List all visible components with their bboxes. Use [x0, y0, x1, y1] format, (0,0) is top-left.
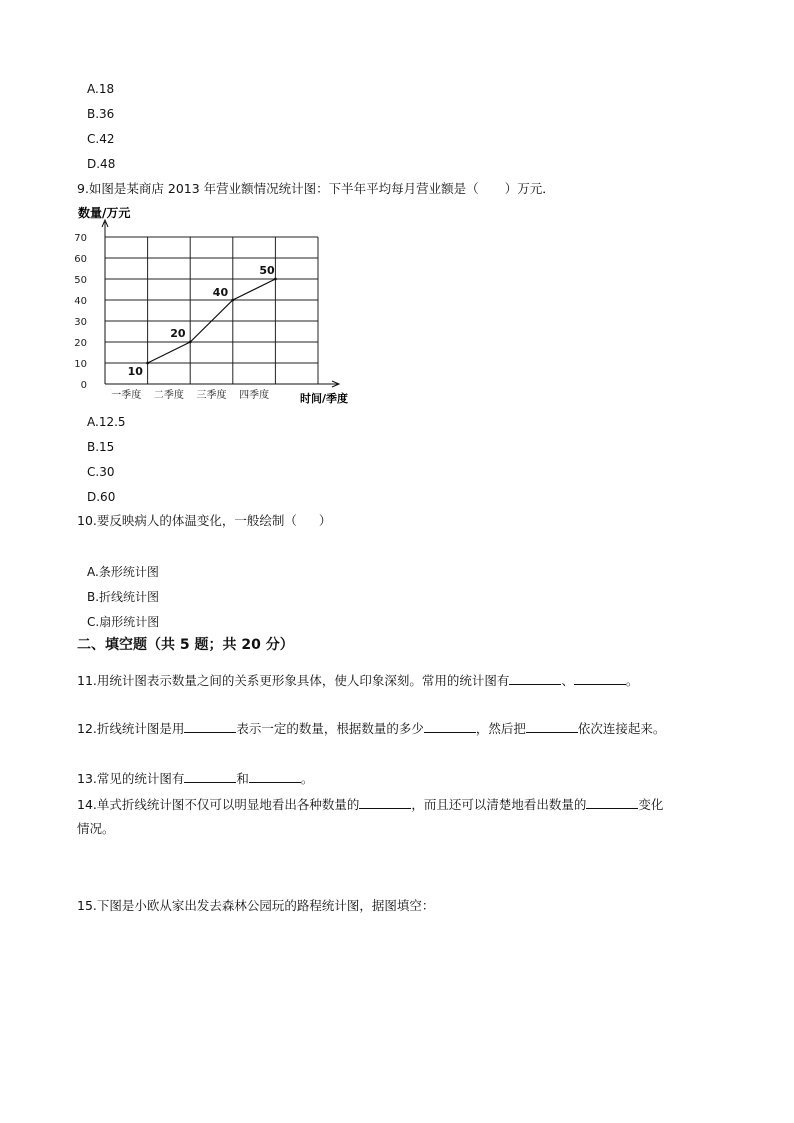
q9-option-d: D.60 [87, 490, 116, 504]
x-axis-label: 时间/季度 [300, 392, 349, 405]
section-title: 二、填空题（共 5 题；共 20 分） [77, 637, 294, 653]
y-axis-label: 数量/万元 [78, 206, 131, 220]
answer-blank[interactable] [424, 721, 476, 733]
data-label: 20 [170, 327, 186, 340]
answer-blank[interactable] [184, 771, 236, 783]
y-tick-label: 0 [80, 380, 87, 391]
y-tick-label: 40 [74, 296, 87, 307]
answer-blank[interactable] [586, 797, 638, 809]
q10-question [77, 513, 331, 529]
q14-question [77, 797, 663, 813]
q8-option-d: D.48 [87, 157, 116, 171]
x-tick-labels [111, 388, 269, 401]
x-tick-label: 三季度 [196, 390, 227, 401]
q14-end: 变化 [638, 797, 664, 812]
q10-option-b: B.折线统计图 [87, 590, 160, 604]
q13-text: 13.常见的统计图有 [77, 771, 185, 786]
answer-blank[interactable] [184, 721, 236, 733]
data-label: 10 [127, 365, 143, 378]
q9-text-end: ）万元． [504, 181, 555, 196]
q13-mid: 和 [236, 771, 249, 786]
data-point [231, 299, 234, 302]
y-tick-label: 20 [74, 338, 87, 349]
q10-option-a: A.条形统计图 [87, 565, 159, 579]
q11-separator: 、 [561, 673, 574, 688]
data-label: 50 [259, 264, 275, 277]
x-tick-label: 一季度 [111, 390, 142, 401]
x-tick-label: 二季度 [153, 390, 184, 401]
q8-option-a: A.18 [87, 82, 115, 96]
q12-end: 依次连接起来。 [577, 721, 666, 736]
q14-mid: ，而且还可以清楚地看出数量的 [411, 797, 587, 812]
q15-question: 15.下图是小欧从家出发去森林公园玩的路程统计图，据图填空： [77, 898, 435, 913]
q8-option-c: C.42 [87, 132, 115, 146]
answer-blank[interactable] [526, 721, 578, 733]
q13-end: 。 [300, 771, 314, 786]
y-tick-label: 60 [74, 254, 87, 265]
data-point [146, 362, 149, 365]
y-tick-labels [74, 233, 87, 391]
data-point [274, 278, 277, 281]
q9-text: 9.如图是某商店 2013 年营业额情况统计图：下半年平均每月营业额是（ [77, 181, 479, 196]
q8-option-b: B.36 [87, 107, 115, 121]
q12-mid2: ，然后把 [475, 721, 526, 736]
data-label: 40 [212, 286, 229, 299]
q10-text: 10.要反映病人的体温变化，一般绘制（ [77, 513, 297, 528]
q14-text: 14.单式折线统计图不仅可以明显地看出各种数量的 [77, 797, 360, 812]
answer-blank[interactable] [249, 771, 301, 783]
q9-option-b: B.15 [87, 440, 115, 454]
q12-text: 12.折线统计图是用 [77, 721, 185, 736]
q11-end: 。 [625, 673, 639, 688]
answer-blank[interactable] [359, 797, 411, 809]
q10-option-c: C.扇形统计图 [87, 615, 160, 629]
line-chart [70, 200, 380, 410]
q11-text: 11.用统计图表示数量之间的关系更形象具体，使人印象深刻。常用的统计图有 [77, 673, 510, 688]
answer-blank[interactable] [574, 673, 626, 685]
y-tick-label: 50 [74, 275, 87, 286]
q9-question [77, 181, 555, 197]
q10-text-end: ） [318, 513, 332, 528]
y-tick-label: 10 [74, 359, 87, 370]
answer-blank[interactable] [509, 673, 561, 685]
q11-question [77, 673, 638, 689]
y-tick-label: 30 [74, 317, 87, 328]
chart-axes [102, 220, 339, 387]
q13-question [77, 771, 313, 787]
q14-line2: 情况。 [77, 821, 115, 836]
chart-grid [105, 237, 318, 384]
x-tick-label: 四季度 [239, 390, 270, 401]
q12-question [77, 721, 665, 737]
data-point [189, 341, 192, 344]
q9-option-a: A.12.5 [87, 415, 126, 429]
q9-option-c: C.30 [87, 465, 115, 479]
q12-mid1: 表示一定的数量，根据数量的多少 [236, 721, 424, 736]
y-tick-label: 70 [74, 233, 87, 244]
